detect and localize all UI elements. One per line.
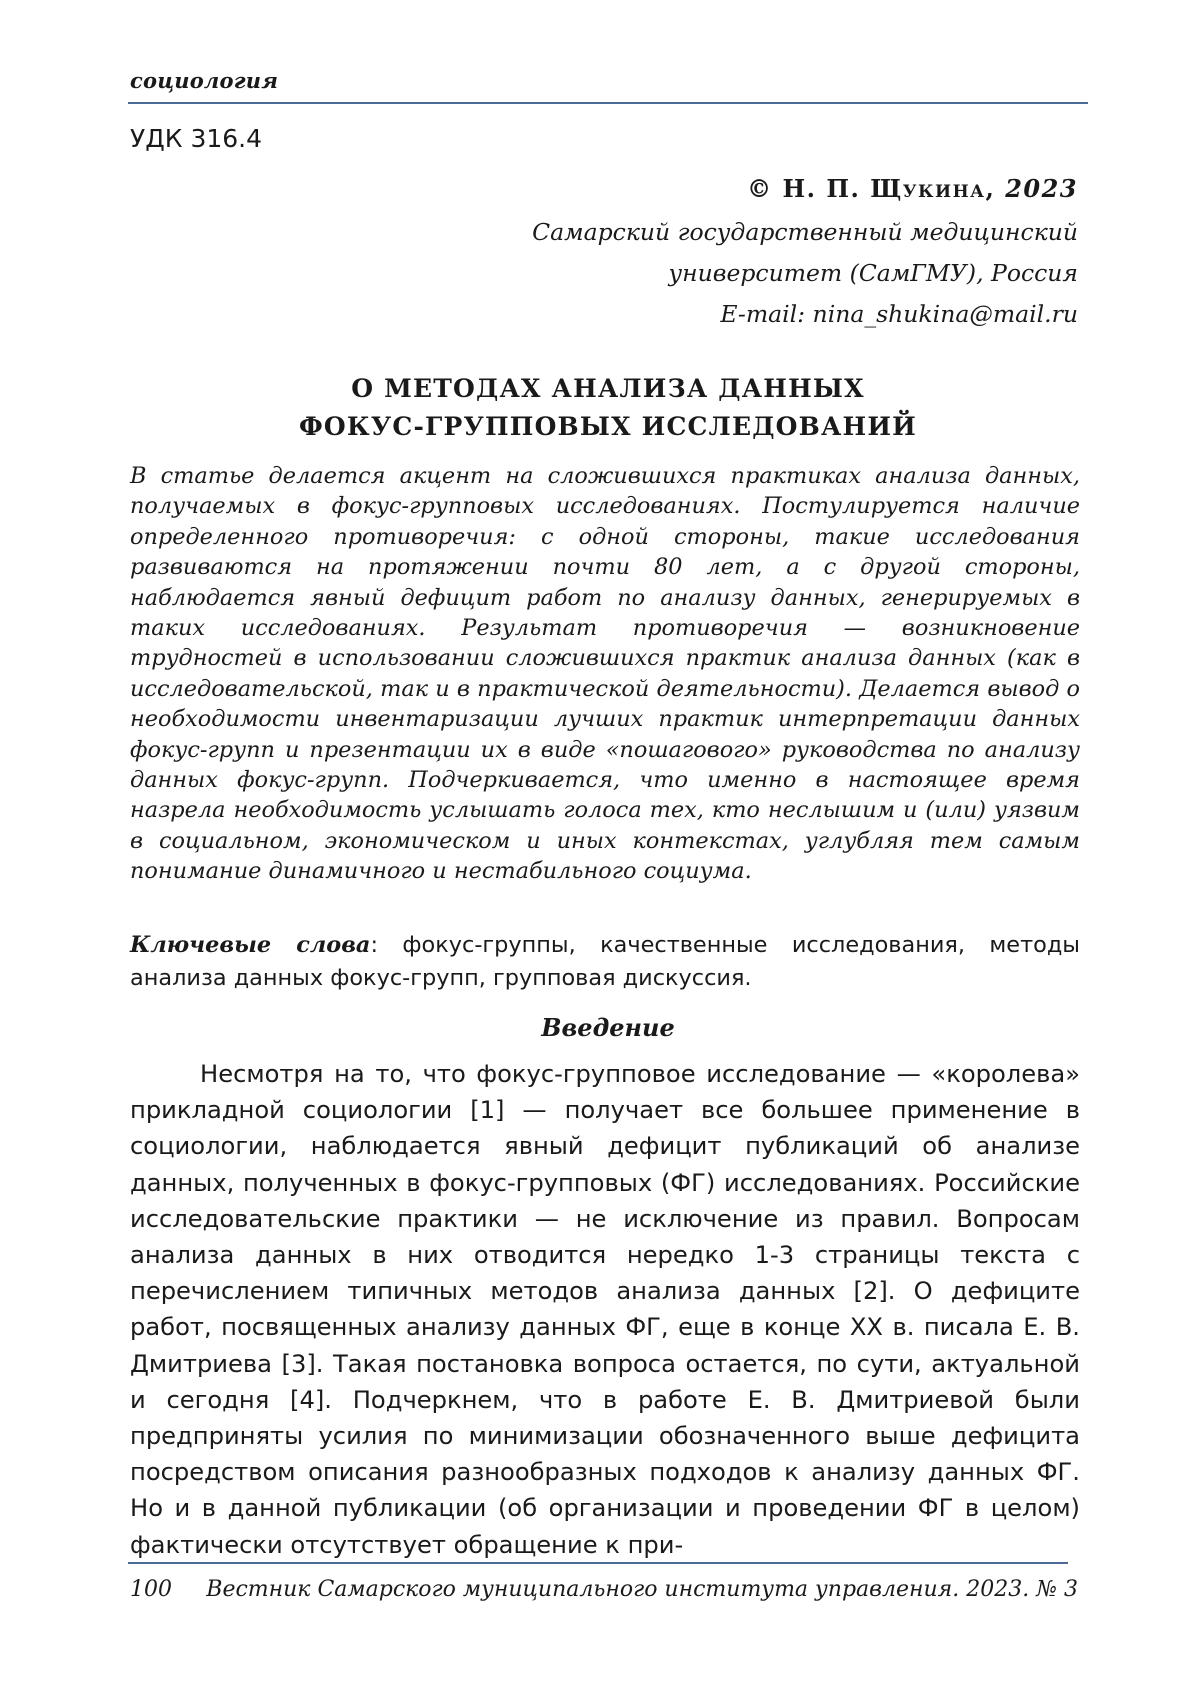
intro-paragraph: Несмотря на то, что фокус-групповое исследование — «королева» прикладной социологии [1] — получает все большее применение в социологии, наблюдается явный дефицит публикаций об анализе данных, полученных в фокус-групповых (ФГ) исследованиях. Российские исследовательские практики — не исключение из правил. Вопросам анализа данных в них отводится нередко 1-3 страницы текста с перечислением типичных методов анализа данных [2]. О дефиците работ, посвященных анализу данных ФГ, еще в конце XX в. писала Е. В. Дмитриева [3]. Такая постановка вопроса остается, по сути, актуальной и сегодня [4]. Подчеркнем, что в работе Е. В. Дмитриевой были предприняты усилия по минимизации обозначенного выше дефицита посредством описания разнообразных подходов к анализу данных ФГ. Но и в данной публикации (об организации и проведении ФГ в целом) фактически отсутствует обращение к при- [130, 1060, 1080, 1559]
author-prefix: © Н. П. Щ [747, 174, 903, 203]
intro-heading: Введение [541, 1013, 675, 1042]
affiliation-line-1: Самарский государственный медицинский [532, 218, 1078, 246]
author-email[interactable]: E-mail: nina_shukina@mail.ru [720, 300, 1078, 328]
section-label: социология [130, 68, 279, 93]
article-title-line-2: ФОКУС-ГРУППОВЫХ ИССЛЕДОВАНИЙ [299, 412, 917, 441]
page-number: 100 [130, 1577, 172, 1602]
affiliation-block [532, 212, 1078, 335]
author-line [747, 174, 1078, 203]
header-rule [128, 102, 1088, 104]
article-title-line-1: О МЕТОДАХ АНАЛИЗА ДАННЫХ [351, 374, 865, 403]
udk-code: УДК 316.4 [130, 124, 263, 153]
abstract: В статье делается акцент на сложившихся практиках анализа данных, получаемых в фокус-групповых исследованиях. Постулируется наличие определенного противоречия: с одной стороны, такие исследования развиваются на протяжении почти 80 лет, а с другой стороны, наблюдается явный дефицит работ по анализу данных, генерируемых в таких исследованиях. Результат противоречия — возникновение трудностей в использовании сложившихся практик анализа данных (как в исследовательской, так и в практической деятельности). Делается вывод о необходимости инвентаризации лучших практик интерпретации данных фокус-групп и презентации их в виде «пошагового» руководства по анализу данных фокус-групп. Подчеркивается, что именно в настоящее время назрела необходимость услышать голоса тех, кто неслышим и (или) уязвим в социальном, экономическом и иных контекстах, углубляя тем самым понимание динамичного и нестабильного социума. [130, 463, 1080, 885]
keywords-label: Ключевые слова [130, 932, 371, 958]
article-title [128, 370, 1088, 446]
affiliation-line-2: университет (СамГМУ), Россия [668, 259, 1078, 287]
keywords [130, 929, 1080, 995]
journal-title: Вестник Самарского муниципального института управления. 2023. № 3 [206, 1577, 1078, 1602]
author-comma: , [985, 174, 1006, 203]
footer-rule [128, 1562, 1068, 1564]
author-surname-rest: укина [902, 174, 986, 203]
keywords-text: : фокус-группы, качественные исследования, методы анализа данных фокус-групп, групповая дискуссия. [130, 932, 1080, 991]
author-year: 2023 [1005, 174, 1078, 203]
